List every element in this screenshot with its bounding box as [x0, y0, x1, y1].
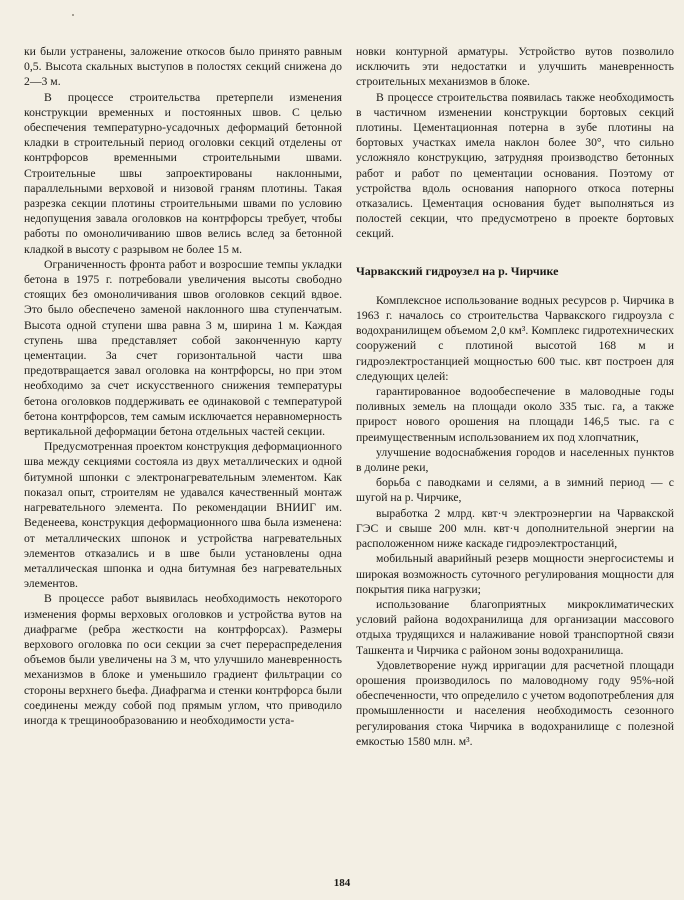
paragraph: Ограниченность фронта работ и возросшие темпы укладки бетона в 1975 г. потребовали увеличения высоты свободно стоящих без омоноличивания швов оголовков секций вдвое. Это было обеспечено заменой наклонного шва ступенчатым. Высота одной ступени шва равна 3 м, ширина 1 м. Каждая ступень шва представляет собой законченную карту цементации. За счет горизонтальной части шва предотвращается завал оголовка на контрфорсы, но при этом необходимо за счет искусственного снижения температуры бетона оголовков поддерживать ее одинаковой с температурой бетона контрфорсов, тем самым исключается неравномерность вертикальной деформации бетона отдельных частей секции. — [24, 257, 342, 439]
list-item: мобильный аварийный резерв мощности энергосистемы и широкая возможность суточного регулирования мощности для покрытия пика нагрузки; — [356, 552, 674, 596]
left-column — [24, 44, 342, 728]
list-item: гарантированное водообеспечение в маловодные годы поливных земель на площади около 335 тыс. га, а также прирост нового орошения на площади 146,5 тыс. га с преимущественным использованием их под хлопчатник, — [356, 385, 674, 444]
list-item: улучшение водоснабжения городов и населенных пунктов в долине реки, — [356, 445, 674, 475]
paragraph: Удовлетворение нужд ирригации для расчетной площади орошения производилось по маловодному году 95%-ной обеспеченности, что определило с учетом водопотребления для промышленности и населения необходимость сезонного регулирования стока Чирчика в водохранилище с полезной емкостью 1580 млн. м³. — [356, 658, 674, 748]
paragraph: ки были устранены, заложение откосов было принято равным 0,5. Высота скальных выступов в полостях секций снижена до 2—3 м. — [24, 45, 342, 89]
paragraph: Предусмотренная проектом конструкция деформационного шва между секциями состояла из двух металлических и одной битумной шпонки с электронагревательным элементом. Как показал опыт, строителям не удавался качественный монтаж нагревательного элемента. По рекомендации ВНИИГ им. Веденеева, конструкция деформационного шва была изменена: от металлических шпонок и устройства нагревательных элементов отказались и в шве были установлены одна металлическая шпонка и одна битумная без нагревательных элементов. — [24, 440, 342, 591]
section-heading: Чарвакский гидроузел на р. Чирчике — [356, 263, 559, 278]
paragraph: В процессе строительства претерпели изменения конструкции временных и постоянных швов. С целью обеспечения температурно-усадочных деформаций бетонной кладки в строительный период оголовки секций отделены от контрфорсов временными строительными швами. Строительные швы запроектированы наклонными, параллельными верховой и низовой граням плотины. Такая разрезка секции плотины строительными швами по условию недопущения завала оголовков на контрфорсы требует, чтобы работы по омоноличиванию швов велись вслед за бетонной кладкой в высоту с разрывом не более 15 м. — [24, 90, 342, 256]
right-column — [356, 44, 674, 749]
paragraph: Комплексное использование водных ресурсов р. Чирчика в 1963 г. началось со строительства Чарвакского гидроузла с водохранилищем объемом 2,0 км³. Комплекс гидротехнических сооружений с плотиной высотой 168 м и гидроэлектростанцией мощностью 600 тыс. квт построен для следующих целей: — [356, 293, 674, 383]
print-speck — [72, 14, 74, 16]
page-number: 184 — [333, 877, 351, 889]
list-item: выработка 2 млрд. квт·ч электроэнергии на Чарвакской ГЭС и свыше 200 млн. квт·ч дополнительной энергии на расположенном ниже каскаде гидроэлектростанций, — [356, 506, 674, 551]
list-item: борьба с паводками и селями, а в зимний период — с шугой на р. Чирчике, — [356, 476, 674, 505]
paragraph: новки контурной арматуры. Устройство вутов позволило исключить эти недостатки и улучшить маневренность строительных механизмов в блоке. — [356, 45, 674, 89]
paragraph: В процессе работ выявилась необходимость некоторого изменения формы верховых оголовков и устройства вутов на диафрагме (ребра жесткости на контрфорсах). Размеры верхового оголовка по оси секции за счет перераспределения объемов были увеличены на 3 м, что улучшило маневренность механизмов в блоке и уменьшило градиент фильтрации со стороны верхнего бьефа. Диафрагма и стенки контрфорса были соединены между собой под прямым углом, что приводило иногда к трещинообразованию и необходимости уста- — [24, 592, 342, 727]
list-item: использование благоприятных микроклиматических условий района водохранилища для организации массового отдыха трудящихся и налаживание новой транспортной связи Ташкента и Чирчика с районом зоны водохранилища. — [356, 597, 674, 657]
paragraph: В процессе строительства появилась также необходимость в частичном изменении конструкции бортовых секций плотины. Цементационная потерна в зубе плотины на бортовых участках имела наклон более 30°, что сильно усложняло конструкцию, затрудняя производство бетонных работ и работ по цементации основания. Поэтому от устройства вдоль основания напорного откоса потерны отказались. Цементация основания будет выполняться из полостей секции, что предусмотрено в проекте бортовых секций. — [356, 90, 674, 241]
